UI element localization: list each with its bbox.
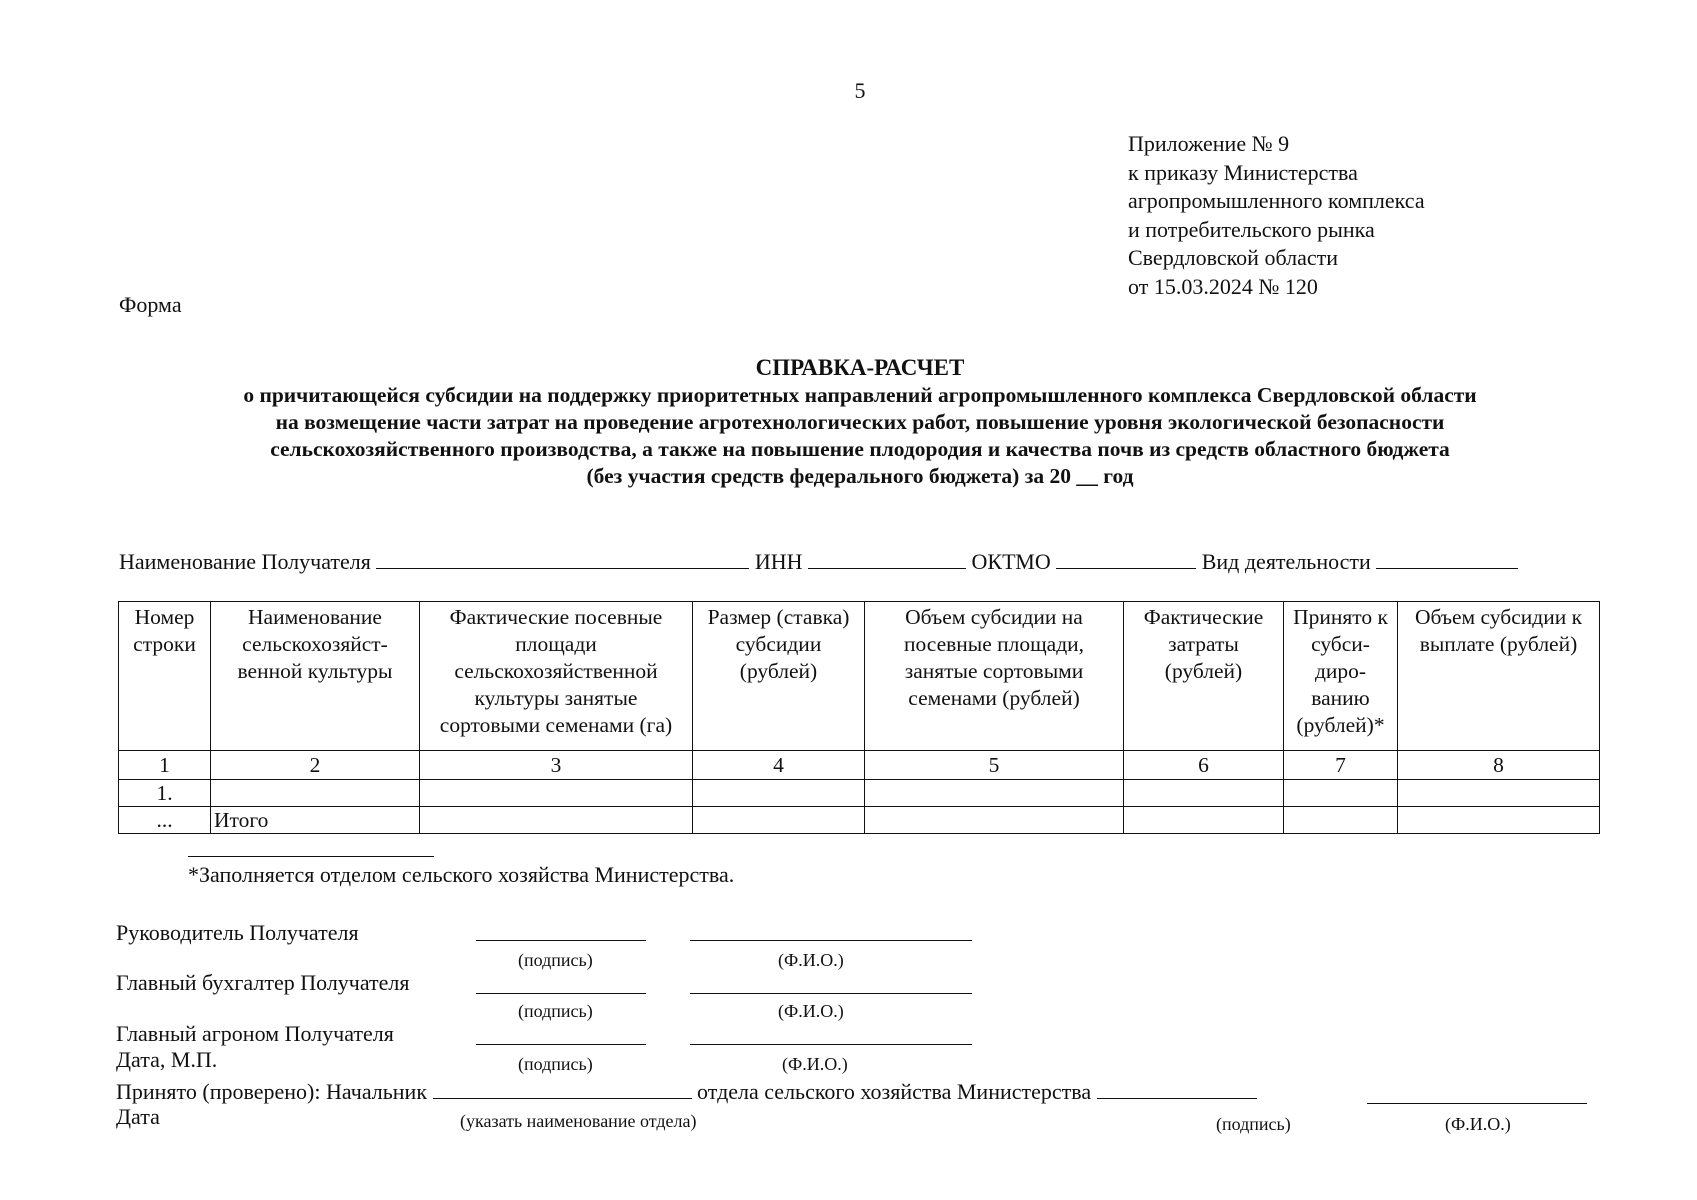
form-label: Форма: [119, 292, 182, 317]
accepted-line: [116, 1079, 1257, 1105]
signature-caption: (подпись): [1216, 1114, 1291, 1134]
table-cell: ...: [119, 807, 211, 834]
inn-blank[interactable]: [808, 550, 966, 569]
date-stamp-label: Дата, М.П.: [116, 1047, 218, 1072]
table-row: [119, 780, 1600, 807]
table-cell[interactable]: [420, 807, 693, 834]
signature-caption: (подпись): [518, 950, 593, 970]
appendix-line: агропромышленного комплекса: [1128, 188, 1425, 213]
table-row: [119, 807, 1600, 834]
appendix-line: к приказу Министерства: [1128, 159, 1358, 185]
accepted-fio-line[interactable]: [1367, 1103, 1587, 1104]
fio-caption: (Ф.И.О.): [1445, 1114, 1511, 1134]
footnote-divider: [188, 856, 434, 857]
accepted-date-label: Дата: [116, 1104, 160, 1129]
table-cell[interactable]: [693, 807, 865, 834]
column-header: Фактические затраты (рублей): [1124, 602, 1284, 751]
oktmo-blank[interactable]: [1056, 550, 1196, 569]
table-cell[interactable]: [1284, 807, 1398, 834]
document-subtitle-line: о причитающейся субсидии на поддержку приоритетных направлений агропромышленного комплекса Свердловской области: [243, 383, 1477, 407]
agronomist-signature-line[interactable]: [476, 1044, 646, 1045]
accountant-fio-line[interactable]: [690, 993, 972, 994]
accepted-prefix: Принято (проверено): Начальник: [116, 1079, 428, 1104]
column-header: Наименование сельскохозяйст-венной культуры: [211, 602, 420, 751]
footnote: *Заполняется отделом сельского хозяйства Министерства.: [188, 862, 735, 887]
oktmo-label: ОКТМО: [971, 549, 1051, 574]
table-cell[interactable]: [1124, 780, 1284, 807]
table-cell[interactable]: [865, 780, 1124, 807]
column-header: Размер (ставка) субсидии (рублей): [693, 602, 865, 751]
accountant-signature-label: Главный бухгалтер Получателя: [116, 970, 410, 995]
column-header: Принято к субси-диро-ванию (рублей)*: [1284, 602, 1398, 751]
column-number: 7: [1284, 751, 1398, 780]
activity-label: Вид деятельности: [1201, 549, 1371, 574]
fio-caption: (Ф.И.О.): [778, 1001, 844, 1021]
document-subtitle-line: (без участия средств федерального бюджета) за 20 __ год: [586, 464, 1134, 488]
activity-blank[interactable]: [1376, 550, 1518, 569]
department-blank[interactable]: [433, 1080, 692, 1099]
table-cell[interactable]: [693, 780, 865, 807]
column-number: 2: [211, 751, 420, 780]
column-header: Фактические посевные площади сельскохозяйственной культуры занятые сортовыми семенами (га): [420, 602, 693, 751]
head-signature-label: Руководитель Получателя: [116, 920, 359, 945]
table-cell: 1.: [119, 780, 211, 807]
agronomist-signature-label: Главный агроном Получателя: [116, 1021, 394, 1046]
appendix-line: Свердловской области: [1128, 245, 1338, 270]
recipient-name-label: Наименование Получателя: [119, 549, 371, 574]
accepted-middle: отдела сельского хозяйства Министерства: [697, 1079, 1092, 1104]
column-number: 5: [865, 751, 1124, 780]
column-number: 4: [693, 751, 865, 780]
head-fio-line[interactable]: [690, 940, 972, 941]
recipient-fields: [119, 549, 1599, 575]
column-header: Объем субсидии на посевные площади, занятые сортовыми семенами (рублей): [865, 602, 1124, 751]
accountant-signature-line[interactable]: [476, 993, 646, 994]
column-number: 6: [1124, 751, 1284, 780]
fio-caption: (Ф.И.О.): [778, 950, 844, 970]
column-number: 1: [119, 751, 211, 780]
total-label-cell: Итого: [211, 807, 420, 834]
table-cell[interactable]: [420, 780, 693, 807]
column-number: 8: [1398, 751, 1600, 780]
table-cell[interactable]: [1284, 780, 1398, 807]
table-header-row: [119, 602, 1600, 751]
fio-caption: (Ф.И.О.): [782, 1054, 848, 1074]
appendix-line: от 15.03.2024 № 120: [1128, 273, 1318, 299]
table-cell[interactable]: [1398, 807, 1600, 834]
appendix-line: Приложение № 9: [1128, 131, 1290, 156]
table-cell[interactable]: [211, 780, 420, 807]
calculation-table: [118, 601, 1600, 834]
table-cell[interactable]: [1124, 807, 1284, 834]
column-number: 3: [420, 751, 693, 780]
inn-label: ИНН: [754, 549, 803, 574]
table-cell[interactable]: [865, 807, 1124, 834]
signature-caption: (подпись): [518, 1001, 593, 1021]
table-cell[interactable]: [1398, 780, 1600, 807]
head-signature-line[interactable]: [476, 940, 646, 941]
title-block: [110, 354, 1610, 490]
document-subtitle-line: на возмещение части затрат на проведение агротехнологических работ, повышение уровня экологической безопасности: [275, 410, 1445, 434]
column-header: Объем субсидии к выплате (рублей): [1398, 602, 1600, 751]
signature-caption: (подпись): [518, 1054, 593, 1074]
column-number-row: [119, 751, 1600, 780]
recipient-name-blank[interactable]: [376, 550, 749, 569]
document-title: СПРАВКА-РАСЧЕТ: [755, 355, 965, 380]
agronomist-fio-line[interactable]: [690, 1044, 972, 1045]
accepted-signature-blank[interactable]: [1097, 1080, 1257, 1099]
page-number: 5: [854, 78, 866, 103]
appendix-line: и потребительского рынка: [1128, 216, 1375, 242]
appendix-block: [1128, 130, 1425, 301]
column-header: Номер строки: [119, 602, 211, 751]
document-subtitle-line: сельскохозяйственного производства, а также на повышение плодородия и качества почв из средств областного бюджета: [270, 437, 1450, 461]
department-caption: (указать наименование отдела): [460, 1111, 697, 1131]
